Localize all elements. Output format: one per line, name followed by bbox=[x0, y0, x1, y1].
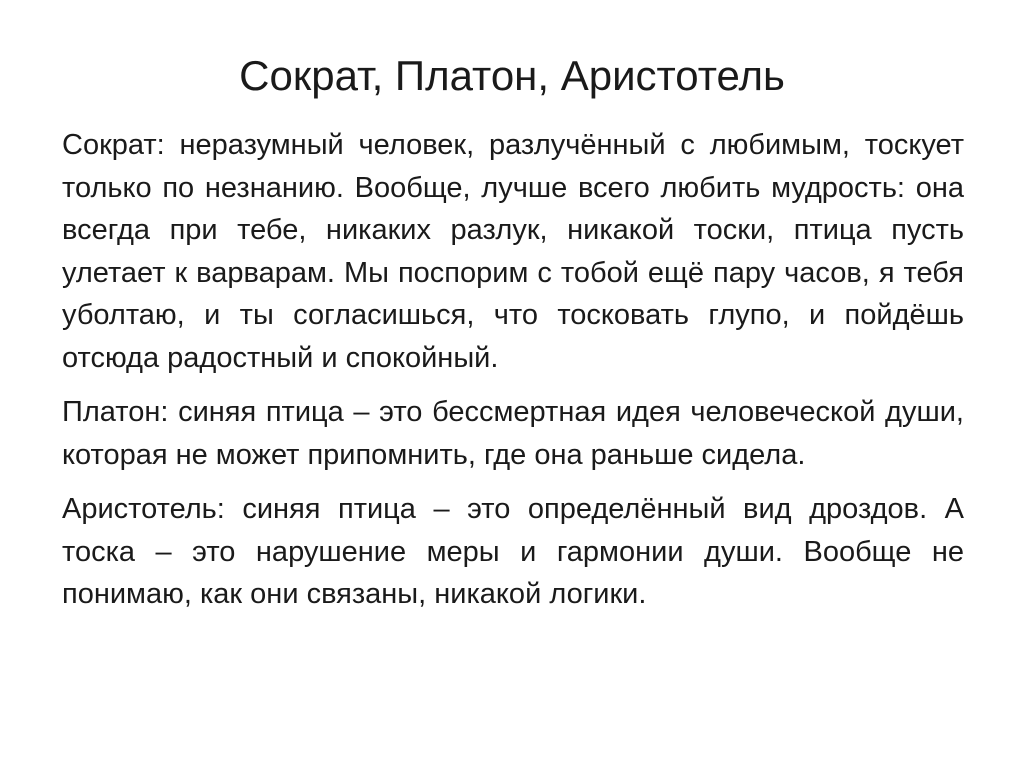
slide-body bbox=[62, 124, 964, 628]
paragraph-plato: Платон: синяя птица – это бессмертная идея человеческой души, которая не может припомнить, где она раньше сидела. bbox=[62, 396, 964, 471]
paragraph-socrates: Сократ: неразумный человек, разлучённый с любимым, тоскует только по незнанию. Вообще, лучше всего любить мудрость: она всегда при тебе, никаких разлук, никакой тоски, птица пусть улетает к варварам. Мы поспорим с тобой ещё пару часов, я тебя уболтаю, и ты согласишься, что тосковать глупо, и пойдёшь отсюда радостный и спокойный. bbox=[62, 129, 964, 374]
slide-title: Сократ, Платон, Аристотель bbox=[239, 52, 785, 99]
paragraph-aristotle: Аристотель: синяя птица – это определённый вид дроздов. А тоска – это нарушение меры и гармонии души. Вообще не понимаю, как они связаны, никакой логики. bbox=[62, 493, 964, 610]
